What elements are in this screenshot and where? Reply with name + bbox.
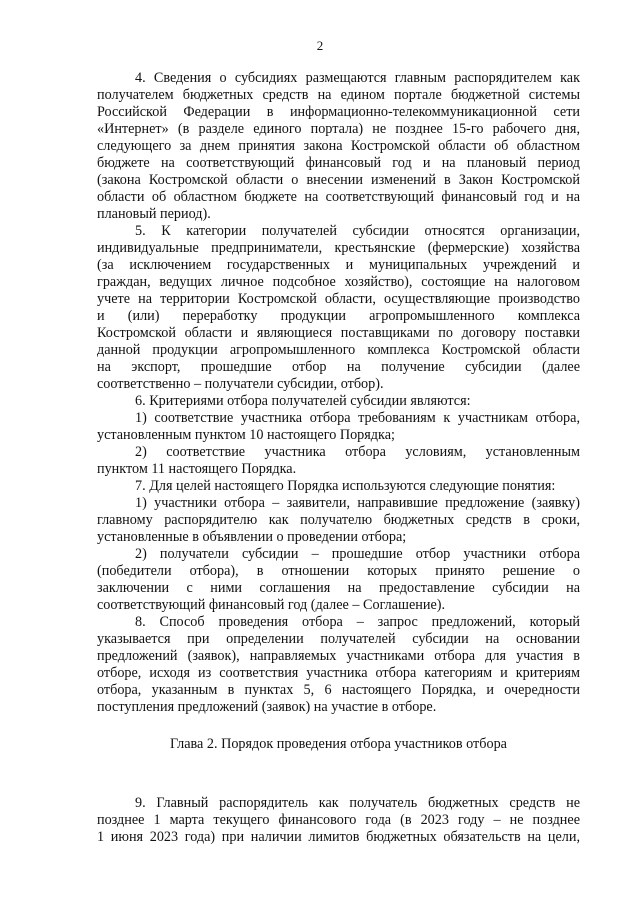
- text-line: бюджете на соответствующий финансовый год и на плановый период: [97, 155, 580, 171]
- text-line: предложений (заявок), направляемых участниками отбора для участия в: [97, 648, 580, 664]
- text-line: позднее 1 марта текущего финансового года (в 2023 году – не позднее: [97, 812, 580, 828]
- text-line: плановый период).: [97, 206, 211, 222]
- text-line: 8. Способ проведения отбора – запрос предложений, который: [135, 614, 580, 630]
- paragraph-9: [97, 795, 580, 846]
- text-line: соответствующий финансовый год (далее – Соглашение).: [97, 597, 446, 613]
- text-line: учете на территории Костромской области, осуществляющие производство: [97, 291, 580, 307]
- text-line: граждан, ведущих личное подсобное хозяйство), состоящие на налоговом: [97, 274, 580, 290]
- text-line: Костромской области и являющиеся поставщиками по договору поставки: [97, 325, 580, 341]
- text-line: соответственно – получатели субсидии, отбор).: [97, 376, 384, 392]
- paragraph-4: [97, 70, 580, 223]
- text-line: 5. К категории получателей субсидии относятся организации,: [135, 223, 580, 239]
- text-line: и (или) переработку продукции агропромышленного комплекса: [97, 308, 580, 324]
- paragraph-6-2: [97, 444, 580, 478]
- text-line: индивидуальные предприниматели, крестьянские (фермерские) хозяйства: [97, 240, 580, 256]
- text-line: 1 июня 2023 года) при наличии лимитов бюджетных обязательств на цели,: [97, 829, 580, 845]
- text-line: (закона Костромской области о внесении изменений в Закон Костромской: [97, 172, 580, 188]
- text-line: заключении с ними соглашения на предоставление субсидии на: [97, 580, 580, 596]
- text-line: главному распорядителю как получателю бюджетных средств в сроки,: [97, 512, 580, 528]
- text-line: установленным пунктом 10 настоящего Порядка;: [97, 427, 395, 443]
- text-line: 1) участники отбора – заявители, направившие предложение (заявку): [135, 495, 580, 511]
- paragraph-7-1: [97, 495, 580, 546]
- text-line: отборе, исходя из соответствия участника отбора категориям и критериям: [97, 665, 580, 681]
- text-line: области об областном бюджете на соответствующий финансовый год и на: [97, 189, 580, 205]
- text-line: данной продукции агропромышленного комплекса Костромской области: [97, 342, 580, 358]
- text-line: 2) соответствие участника отбора условиям, установленным: [135, 444, 580, 460]
- text-line: поступления предложений (заявок) на участие в отборе.: [97, 699, 437, 715]
- paragraph-6: [97, 393, 580, 410]
- text-line: (победители отбора), в отношении которых принято решение о: [97, 563, 580, 579]
- page-number: 2: [316, 38, 324, 53]
- paragraph-5: [97, 223, 580, 393]
- text-line: указывается при определении получателей субсидии на основании: [97, 631, 580, 647]
- text-line: пунктом 11 настоящего Порядка.: [97, 461, 297, 477]
- text-line: 7. Для целей настоящего Порядка используются следующие понятия:: [135, 478, 556, 494]
- text-line: (за исключением государственных и муниципальных учреждений и: [97, 257, 580, 273]
- text-line: следующего за днем принятия закона Костромской области об областном: [97, 138, 580, 154]
- paragraph-6-1: [97, 410, 580, 444]
- paragraph-7: [97, 478, 580, 495]
- text-line: на экспорт, прошедшие отбор на получение субсидии (далее: [97, 359, 580, 375]
- text-line: 6. Критериями отбора получателей субсидии являются:: [135, 393, 471, 409]
- chapter-heading: Глава 2. Порядок проведения отбора участников отбора: [170, 736, 507, 752]
- text-line: 9. Главный распорядитель как получатель бюджетных средств не: [135, 795, 580, 811]
- paragraph-7-2: [97, 546, 580, 614]
- paragraph-8: [97, 614, 580, 716]
- text-line: установленные в объявлении о проведении отбора;: [97, 529, 407, 545]
- text-line: отбора, указанным в пунктах 5, 6 настоящего Порядка, и очередности: [97, 682, 580, 698]
- text-line: «Интернет» (в разделе единого портала) не позднее 15-го рабочего дня,: [97, 121, 580, 137]
- text-line: 4. Сведения о субсидиях размещаются главным распорядителем как: [135, 70, 580, 86]
- text-line: 1) соответствие участника отбора требованиям к участникам отбора,: [135, 410, 580, 426]
- text-line: Российской Федерации в информационно-телекоммуникационной сети: [97, 104, 580, 120]
- text-line: 2) получатели субсидии – прошедшие отбор участники отбора: [135, 546, 580, 562]
- text-line: получателем бюджетных средств на едином портале бюджетной системы: [97, 87, 580, 103]
